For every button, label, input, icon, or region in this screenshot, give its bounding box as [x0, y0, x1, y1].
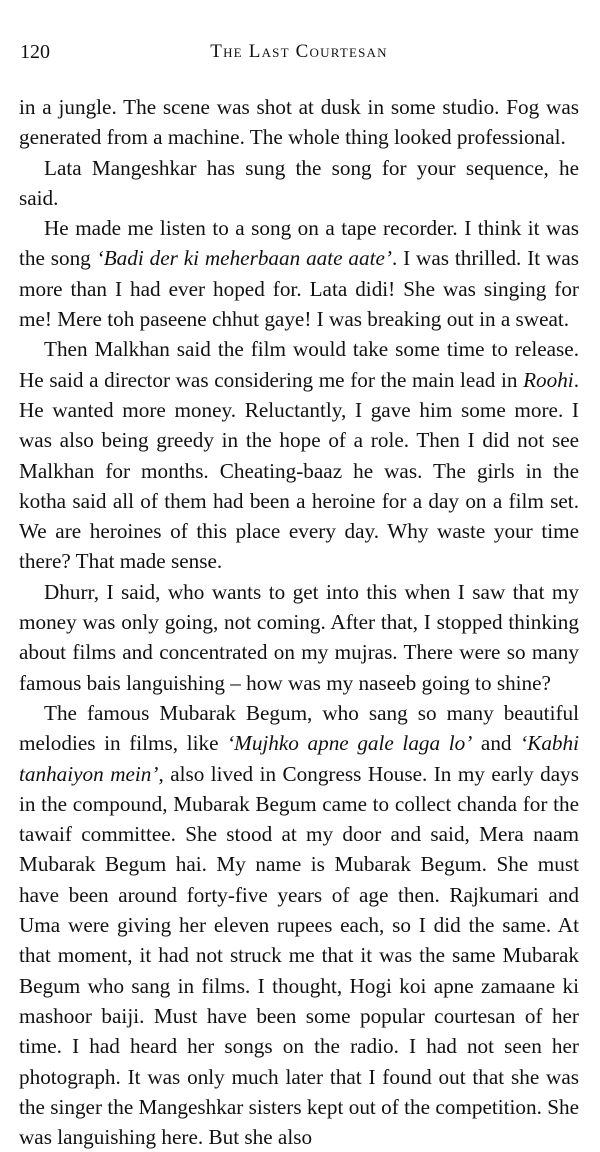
body-text — [19, 92, 579, 1152]
paragraph-4-text-a: Then Malkhan said the film would take some time to release. He said a director was considering me for the main lead in — [19, 337, 579, 392]
page-number: 120 — [20, 41, 50, 63]
paragraph-6-text-c: , also lived in Congress House. In my early days in the compound, Mubarak Begum came to collect chanda for the tawaif committee. She stood at my door and said, Mera naam Mubarak Begum hai. My name is Mubarak Begum. She must have been around forty-five years of age then. Rajkumari and Uma were giving her eleven rupees each, so I did the same. At that moment, it had not struck me that it was the same Mubarak Begum who sang in films. I thought, Hogi koi apne zamaane ki mashoor baiji. Must have been some popular courtesan of her time. I had heard her songs on the radio. I had not seen her photograph. It was only much later that I found out that she was the singer the Mangeshkar sisters kept out of the competition. She was languishing here. But she also — [19, 761, 579, 1150]
running-title: The Last Courtesan — [210, 41, 388, 62]
paragraph-6-text-b: and — [472, 731, 521, 756]
paragraph-1: in a jungle. The scene was shot at dusk in some studio. Fog was generated from a machine. The whole thing looked professional. — [19, 95, 579, 150]
paragraph-3-text-a: He made me listen to a song on a tape recorder. I think it was the song — [19, 216, 579, 271]
paragraph-6 — [19, 698, 579, 1152]
paragraph-5: Dhurr, I said, who wants to get into this when I saw that my money was only going, not coming. After that, I stopped thinking about films and concentrated on my mujras. There were so many famous bais languishing – how was my naseeb going to shine? — [19, 579, 579, 695]
paragraph-4-text-b: . He wanted more money. Reluctantly, I gave him some more. I was also being greedy in the hope of a role. Then I did not see Malkhan for months. Cheating-baaz he was. The girls in the kotha said all of them had been a heroine for a day on a film set. We are heroines of this place every day. Why waste your time there? That made sense. — [19, 367, 579, 574]
page-header — [20, 38, 578, 66]
paragraph-6-text-a: The famous Mubarak Begum, who sang so many beautiful melodies in films, like — [19, 700, 579, 756]
song-title-kabhi: ‘Kabhi tanhaiyon mein’ — [19, 731, 579, 786]
film-title-roohi: Roohi — [523, 367, 574, 392]
paragraph-3 — [19, 213, 579, 334]
paragraph-2: Lata Mangeshkar has sung the song for your sequence, he said. — [19, 155, 579, 210]
song-title-badi-der: ‘Badi der ki meherbaan aate aate’ — [96, 246, 392, 271]
paragraph-3-text-b: . I was thrilled. It was more than I had ever hoped for. Lata didi! She was singing for me! Mere toh paseene chhut gaye! I was breaking out in a sweat. — [19, 246, 579, 332]
paragraph-4 — [19, 334, 579, 576]
song-title-mujhko: ‘Mujhko apne gale laga lo’ — [227, 731, 473, 756]
